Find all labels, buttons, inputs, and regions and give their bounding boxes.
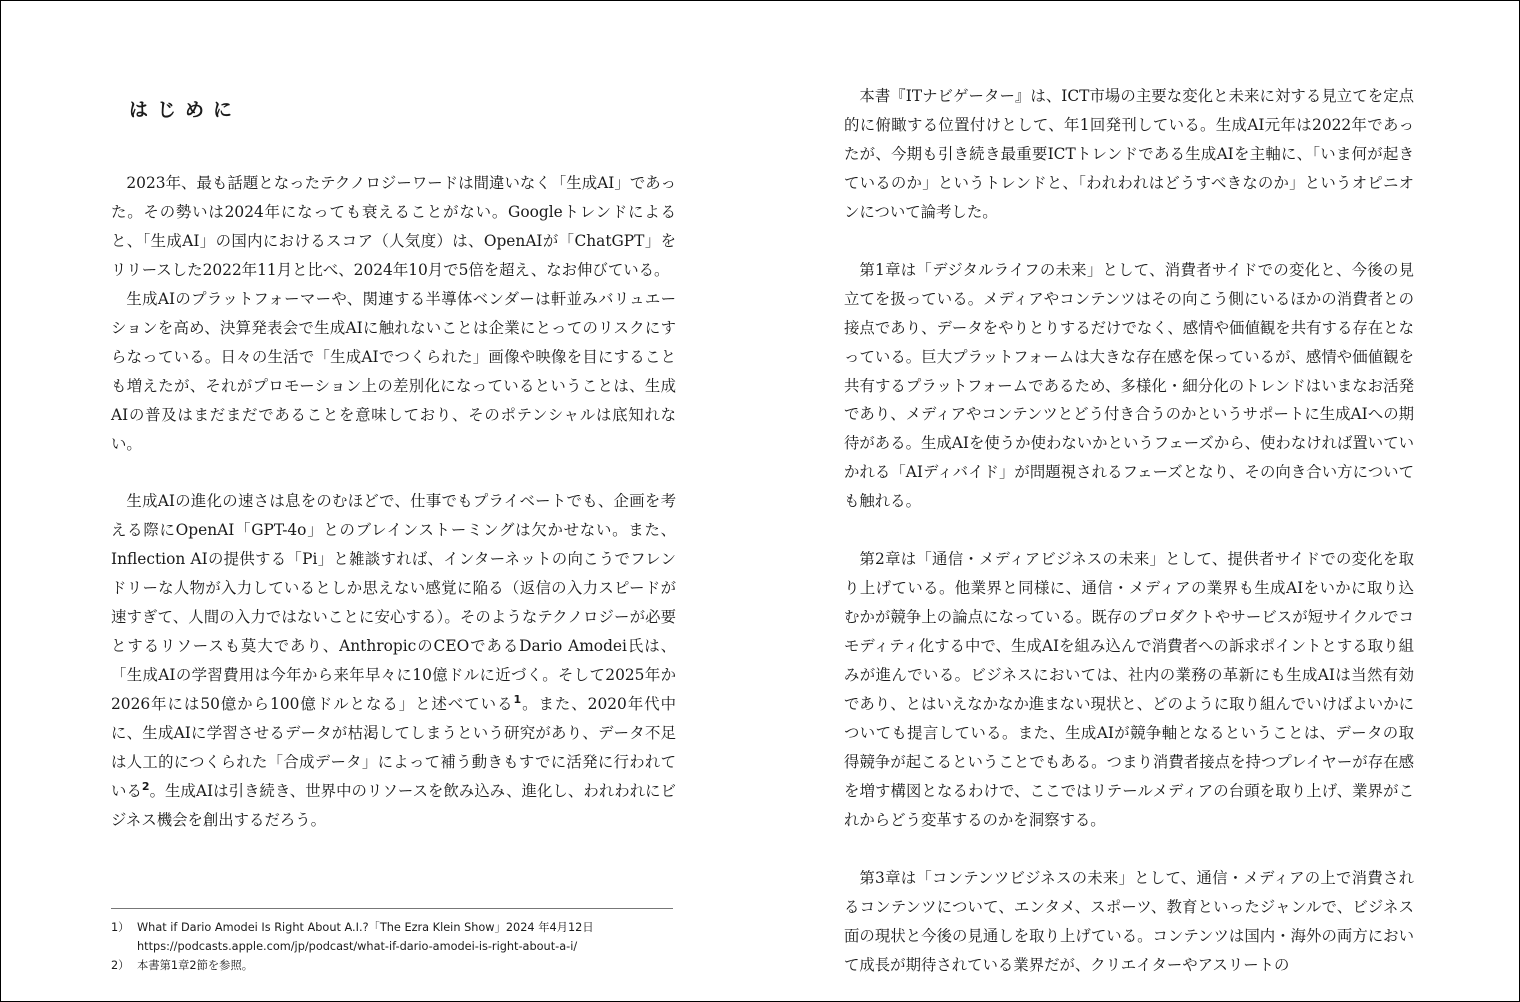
paragraph: 第3章は「コンテンツビジネスの未来」として、通信・メディアの上で消費されるコンテンツについて、エンタメ、スポーツ、教育といったジャンルで、ビジネス面の現状と今後の見通しを取り上げている。コンテンツは国内・海外の両方において成長が期待されている業界だが、クリエイターやアスリートの xyxy=(844,868,1414,974)
footnote-text: 本書第1章2節を参照。 xyxy=(137,959,254,972)
right-body-text xyxy=(844,82,1414,980)
paragraph: 生成AIのプラットフォーマーや、関連する半導体ベンダーは軒並みバリュエーションを高め、決算発表会で生成AIに触れないことは企業にとってのリスクにすらなっている。日々の生活で「生成AIでつくられた」画像や映像を目にすることも増えたが、それがプロモーション上の差別化になっているということは、生成AIの普及はまだまだであることを意味しており、そのポテンシャルは底知れない。 xyxy=(111,289,676,453)
footnote-ref-1: 1 xyxy=(513,693,522,707)
footnotes xyxy=(111,918,676,975)
paragraph: 2023年、最も話題となったテクノロジーワードは間違いなく「生成AI」であった。その勢いは2024年になっても衰えることがない。Googleトレンドによると、「生成AI」の国内におけるスコア（人気度）は、OpenAIが「ChatGPT」をリリースした2022年11月と比べ、2024年10月で5倍を超え、なお伸びている。 xyxy=(111,174,676,279)
footnote-item xyxy=(111,918,676,956)
footnote-divider xyxy=(111,908,673,909)
footnote-item xyxy=(111,956,676,975)
paragraph-with-footnotes xyxy=(111,487,676,834)
footnote-number: 1） xyxy=(111,921,130,934)
paragraph: 第1章は「デジタルライフの未来」として、消費者サイドでの変化と、今後の見立てを扱っている。メディアやコンテンツはその向こう側にいるほかの消費者との接点であり、データをやりとりするだけでなく、感情や価値観を共有する存在となっている。巨大プラットフォームは大きな存在感を保っているが、感情や価値観を共有するプラットフォームであるため、多様化・細分化のトレンドはいまなお活発であり、メディアやコンテンツとどう付き合うのかというサポートに生成AIへの期待がある。生成AIを使うか使わないかというフェーズから、使わなければ置いていかれる「AIディバイド」が問題視されるフェーズとなり、その向き合い方についても触れる。 xyxy=(844,260,1414,511)
paragraph-text: 。生成AIは引き続き、世界中のリソースを飲み込み、進化し、われわれにビジネス機会を創出するだろう。 xyxy=(111,782,676,829)
footnote-ref-2: 2 xyxy=(141,780,150,793)
paragraph-text: 生成AIの進化の速さは息をのむほどで、仕事でもプライベートでも、企画を考える際にOpenAI「GPT-4o」とのブレインストーミングは欠かせない。また、Inflection AIの提供する「Pi」と雑談すれば、インターネットの向こうでフレンドリーな人物が入力しているとしか思えない感覚に陥る（返信の入力スピードが速すぎて、人間の入力ではないことに安心する）。そのようなテクノロジーが必要とするリソースも莫大であり、AnthropicのCEOであるDario Amodei氏は、「生成AIの学習費用は今年から来年早々に10億ドルに近づく。そして2025年か2026年には50億から100億ドルとなる」と述べている xyxy=(111,492,676,714)
paragraph: 第2章は「通信・メディアビジネスの未来」として、提供者サイドでの変化を取り上げている。他業界と同様に、通信・メディアの業界も生成AIをいかに取り込むかが競争上の論点になっている。既存のプロダクトやサービスが短サイクルでコモディティ化する中で、生成AIを組み込んで消費者への訴求ポイントとする取り組みが進んでいる。ビジネスにおいては、社内の業務の革新にも生成AIは当然有効であり、とはいえなかなか進まない現状と、どのように取り組んでいけばよいかについても提言している。また、生成AIが競争軸となるということは、データの取得競争が起こるということでもある。つまり消費者接点を持つプレイヤーが存在感を増す構図となるわけで、ここではリテールメディアの台頭を取り上げ、業界がこれからどう変革するのかを洞察する。 xyxy=(844,550,1414,829)
paragraph-gap xyxy=(844,516,1414,545)
paragraph-gap xyxy=(844,835,1414,864)
footnote-number: 2） xyxy=(111,959,130,972)
left-body-text xyxy=(111,169,676,835)
footnote-text: What if Dario Amodei Is Right About A.I.?「The Ezra Klein Show」2024 年4月12日 https://podcasts.apple.com/jp/podcast/what-if-dario-amodei-is-right-about-a-i/ xyxy=(137,921,605,953)
paragraph-gap xyxy=(844,227,1414,256)
paragraph-text: 。また、2020年代中に、生成AIに学習させるデータが枯渇してしまうという研究があり、データ不足は人工的につくられた「合成データ」によって補う動きもすでに活発に行われている xyxy=(111,695,676,800)
paragraph-gap xyxy=(111,459,676,488)
chapter-heading: はじめに xyxy=(129,99,242,121)
paragraph: 本書『ITナビゲーター』は、ICT市場の主要な変化と未来に対する見立てを定点的に俯瞰する位置付けとして、年1回発刊している。生成AI元年は2022年であったが、今期も引き続き最重要ICTトレンドである生成AIを主軸に、「いま何が起きているのか」というトレンドと、「われわれはどうすべきなのか」というオピニオンについて論考した。 xyxy=(844,87,1414,221)
